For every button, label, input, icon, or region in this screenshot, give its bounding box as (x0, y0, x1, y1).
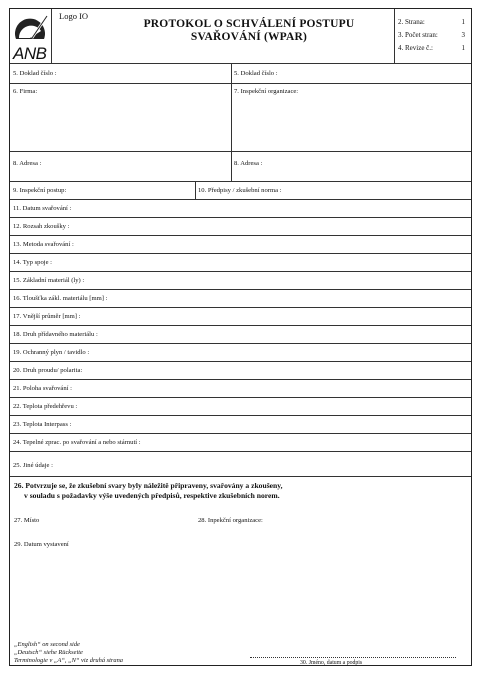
field-place[interactable]: 27. Místo (14, 517, 40, 524)
field-address-left[interactable]: 8. Adresa : (13, 160, 42, 167)
field-current-polarity[interactable]: 20. Druh proudu/ polarita: (13, 367, 83, 374)
page-title (118, 18, 380, 44)
field-row-20 (10, 362, 471, 380)
field-material-thickness[interactable]: 16. Tloušťka zákl. materiálu [mm] : (13, 295, 108, 302)
logo-io-label: Logo IO (59, 11, 89, 21)
field-row-13 (10, 236, 471, 254)
field-row-15 (10, 272, 471, 290)
logo (10, 9, 52, 64)
field-preheat-temp[interactable]: 22. Teplota předehřevu : (13, 403, 78, 410)
field-filler-material[interactable]: 18. Druh přídavného materiálu : (13, 331, 98, 338)
field-inspection-org[interactable]: 7. Inspekční organizace: (234, 88, 299, 95)
field-joint-type[interactable]: 14. Typ spoje : (13, 259, 52, 266)
field-standard[interactable]: 10. Předpisy / zkušební norma : (198, 187, 282, 194)
field-row-8 (10, 152, 471, 182)
field-row-19 (10, 344, 471, 362)
info-pages-value: 3 (461, 31, 465, 39)
field-row-24 (10, 434, 471, 452)
title-line-2: SVAŘOVÁNÍ (WPAR) (190, 31, 308, 43)
field-outer-diameter[interactable]: 17. Vnější průměr [mm] : (13, 313, 81, 320)
field-row-14 (10, 254, 471, 272)
footer-note-terminology: Terminologie v „A“, „N“ viz druhá strana (14, 657, 123, 664)
field-row-9-10 (10, 182, 471, 200)
footer-note-english: „English“ on second side (14, 641, 80, 648)
field-doc-number-right[interactable]: 5. Doklad číslo : (234, 70, 278, 77)
field-issue-date[interactable]: 29. Datum vystavení (14, 541, 69, 548)
info-revision-label: 4. Revize č.: (398, 44, 433, 52)
field-row-25 (10, 452, 471, 477)
field-welding-method[interactable]: 13. Metoda svařování : (13, 241, 74, 248)
field-welding-date[interactable]: 11. Datum svařování : (13, 205, 72, 212)
field-interpass-temp[interactable]: 23. Teplota Interpass : (13, 421, 72, 428)
logo-text: ANB (13, 44, 47, 63)
field-inspection-org-sign[interactable]: 28. Inpekční organizace: (198, 517, 263, 524)
field-row-11 (10, 200, 471, 218)
footer-notes (14, 641, 123, 665)
page-info-box (394, 9, 473, 64)
field-other-data[interactable]: 25. Jiné údaje : (13, 462, 53, 469)
footer-note-deutsch: „Deutsch“ siehe Rückseite (14, 649, 83, 656)
signature-label: 30. Jméno, datum a podpis (300, 660, 363, 666)
field-row-23 (10, 416, 471, 434)
field-welding-position[interactable]: 21. Poloha svařování : (13, 385, 72, 392)
statement-line-1: 26. Potvrzuje se, že zkušební svary byly náležitě připraveny, svařovány a zkoušeny, (14, 481, 283, 490)
field-base-material[interactable]: 15. Základní materiál (ly) : (13, 277, 85, 284)
field-row-16 (10, 290, 471, 308)
field-heat-treatment[interactable]: 24. Tepelné zprac. po svařování a nebo stárnutí : (13, 439, 141, 446)
info-pages-label: 3. Počet stran: (398, 31, 438, 39)
form-header (10, 9, 471, 64)
field-row-5 (10, 64, 471, 84)
field-address-right[interactable]: 8. Adresa : (234, 160, 263, 167)
confirmation-statement (14, 481, 283, 500)
field-row-21 (10, 380, 471, 398)
info-page-value: 1 (461, 18, 465, 26)
field-row-22 (10, 398, 471, 416)
field-shielding-gas[interactable]: 19. Ochranný plyn / tavidlo : (13, 349, 90, 356)
field-inspection-procedure[interactable]: 9. Inspekční postup: (13, 187, 67, 194)
field-row-12 (10, 218, 471, 236)
info-page-label: 2. Strana: (398, 18, 425, 26)
field-row-18 (10, 326, 471, 344)
field-row-6-7 (10, 84, 471, 152)
form-page (9, 8, 472, 666)
title-line-1: PROTOKOL O SCHVÁLENÍ POSTUPU (143, 18, 355, 30)
field-row-17 (10, 308, 471, 326)
signature-line[interactable] (250, 657, 456, 658)
info-revision-value: 1 (461, 44, 465, 52)
field-doc-number-left[interactable]: 5. Doklad číslo : (13, 70, 57, 77)
field-test-scope[interactable]: 12. Rozsah zkoušky : (13, 223, 70, 230)
field-company[interactable]: 6. Firma: (13, 88, 38, 95)
statement-line-2: v souladu s požadavky výše uvedených předpisů, respektive zkušebních norem. (24, 490, 280, 500)
